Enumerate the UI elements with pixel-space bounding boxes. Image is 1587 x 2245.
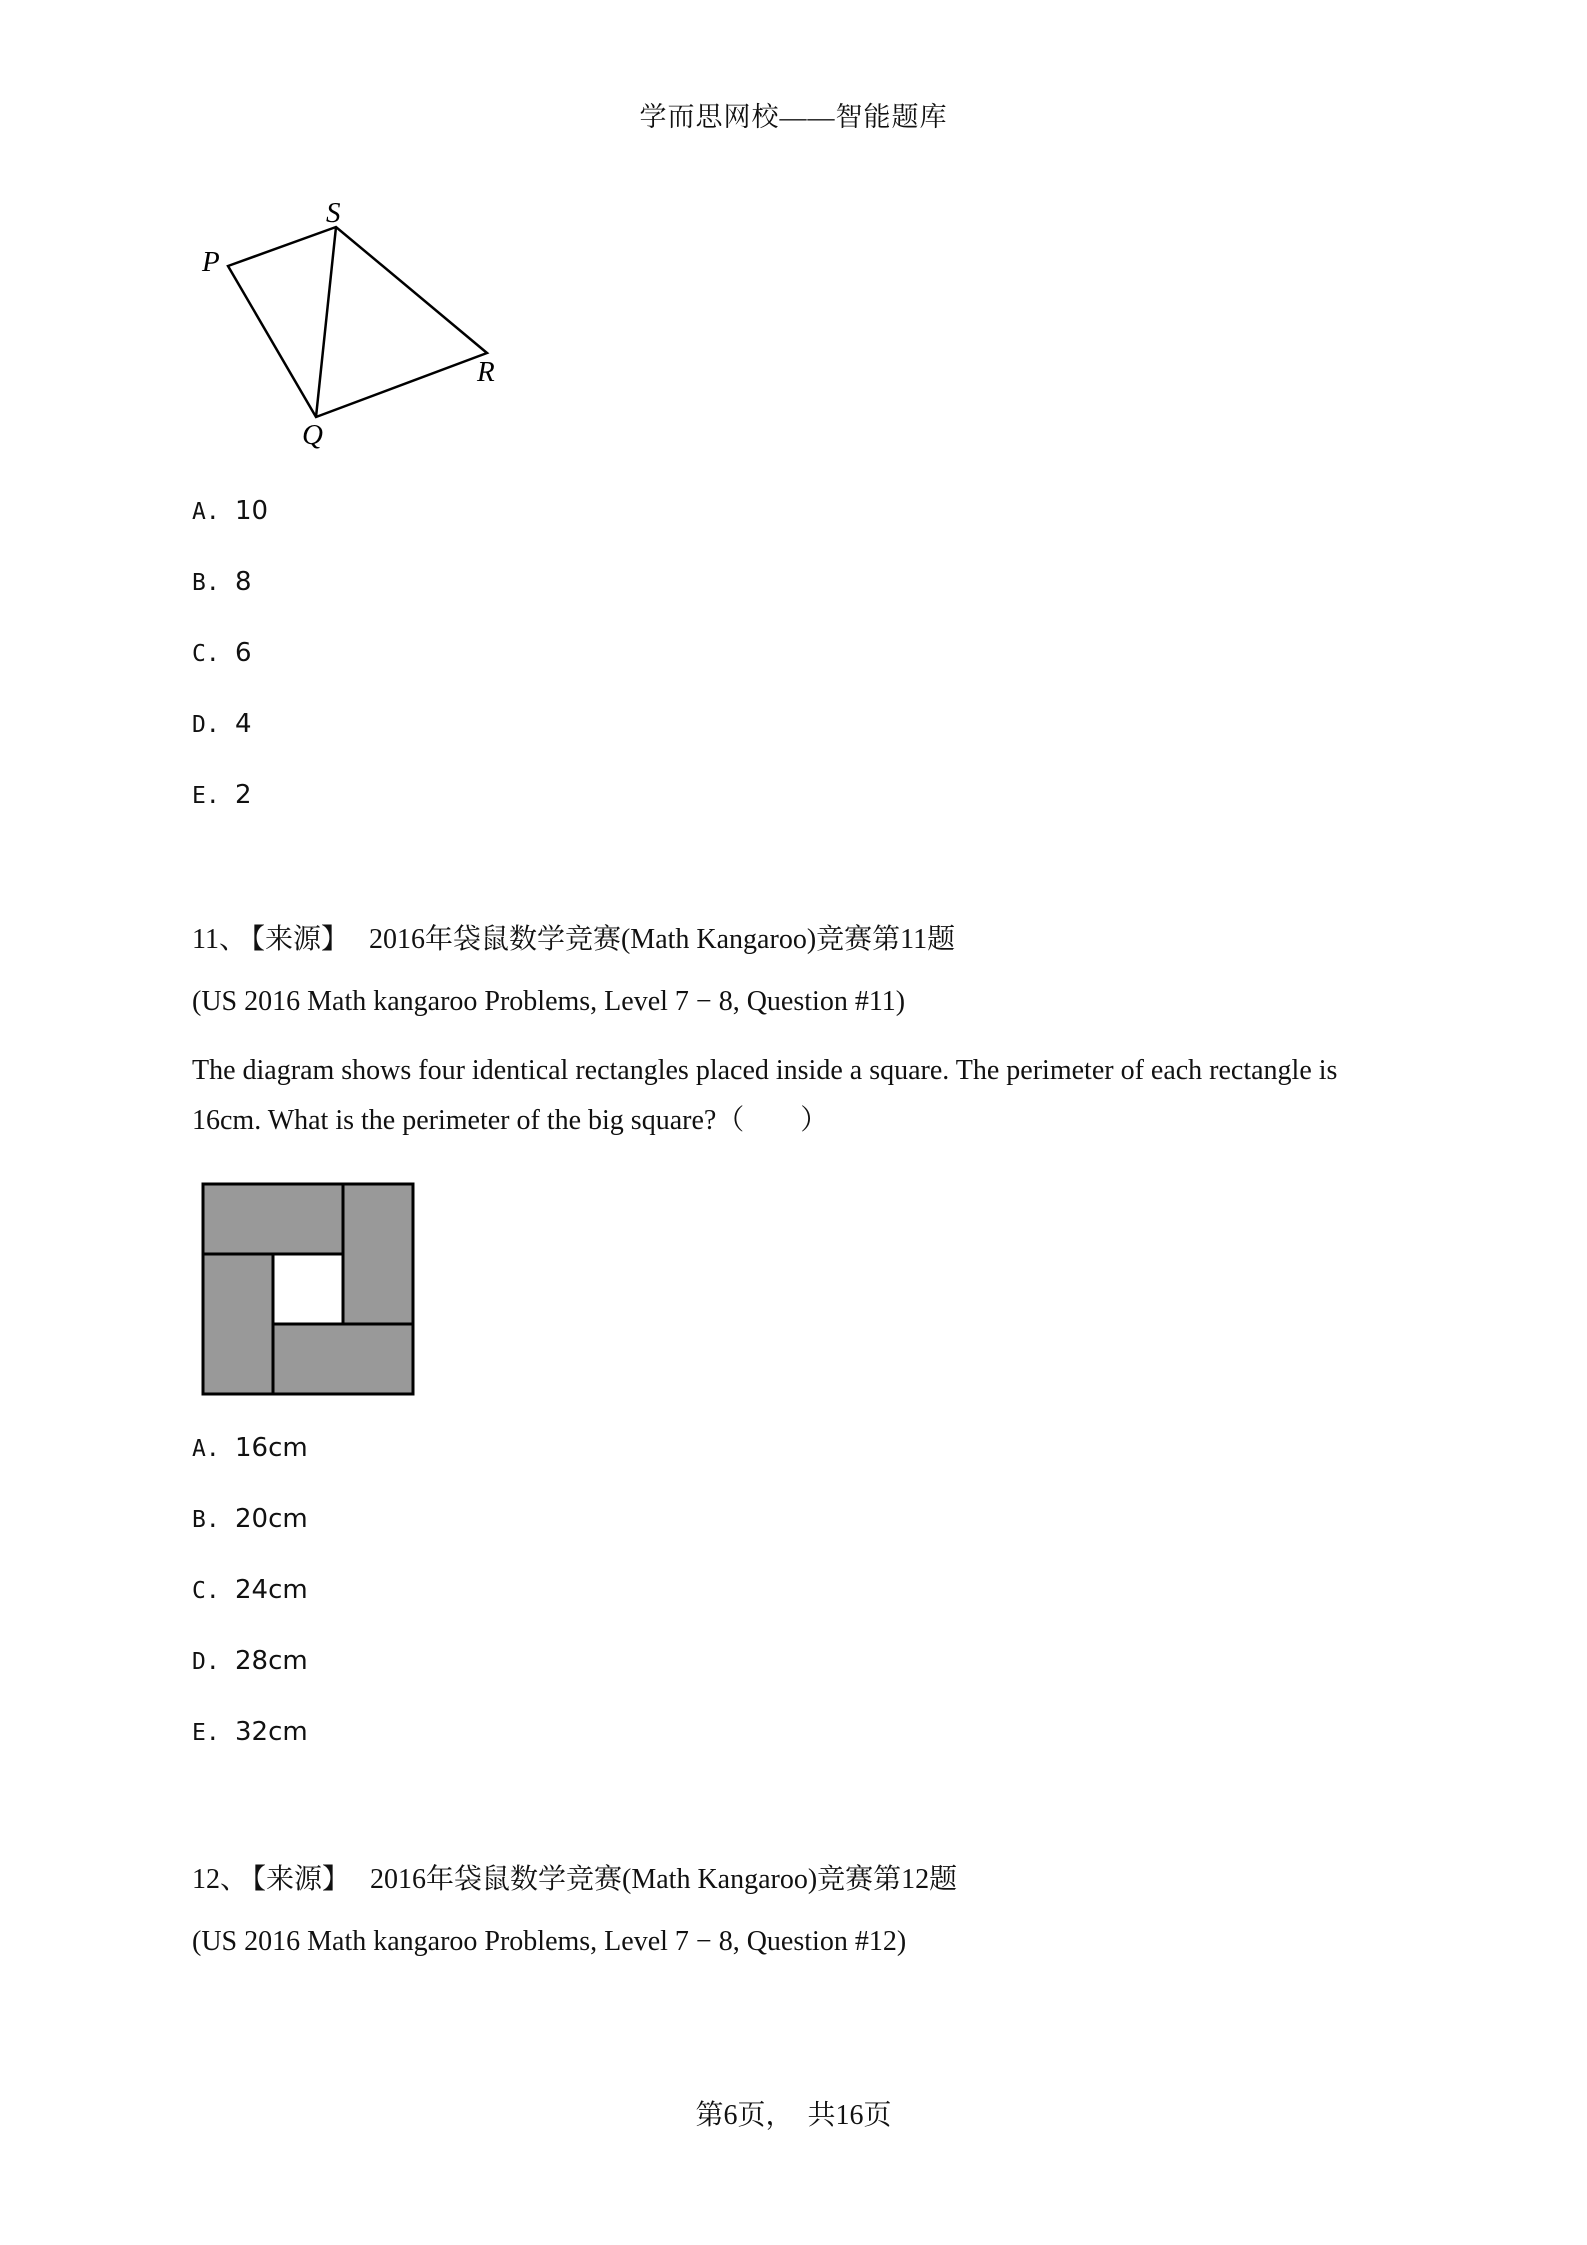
q11-subtitle: (US 2016 Math kangaroo Problems, Level 7 − 8, Question #11)	[192, 986, 906, 1017]
q11-option-b[interactable]	[192, 1504, 308, 1534]
vertex-label-s: S	[326, 197, 341, 229]
q11-option-c[interactable]	[192, 1575, 308, 1605]
option-letter: C.	[192, 1578, 220, 1604]
source-text: 2016年袋鼠数学竞赛(Math Kangaroo)竞赛第12题	[370, 1864, 958, 1895]
option-value: 6	[235, 638, 252, 668]
q11-option-a[interactable]	[192, 1433, 308, 1463]
option-letter: B.	[192, 570, 220, 596]
rectangles-square-figure	[200, 1181, 420, 1401]
option-letter: C.	[192, 641, 220, 667]
q11-option-d[interactable]	[192, 1646, 308, 1676]
vertex-label-p: P	[202, 246, 220, 278]
source-text: 2016年袋鼠数学竞赛(Math Kangaroo)竞赛第11题	[368, 924, 956, 955]
quadrilateral-outline	[228, 227, 487, 417]
q11-question-text: The diagram shows four identical rectangles placed inside a square. The perimeter of each rectangle is 16cm. What is the perimeter of the big square?（ ）	[192, 1055, 1338, 1136]
vertex-label-r: R	[477, 356, 495, 388]
option-value: 28cm	[235, 1646, 308, 1676]
option-value: 20cm	[235, 1504, 308, 1534]
option-letter: E.	[192, 783, 220, 809]
option-value: 4	[235, 709, 252, 739]
option-value: 10	[235, 496, 269, 526]
rectangle-left	[203, 1254, 273, 1394]
q10-option-c[interactable]	[192, 638, 252, 668]
option-letter: A.	[192, 1436, 220, 1462]
q10-option-a[interactable]	[192, 496, 268, 526]
page-footer: 第6页， 共16页	[695, 2100, 892, 2131]
q10-option-b[interactable]	[192, 567, 252, 597]
source-tag: 【来源】	[250, 924, 349, 955]
option-letter: D.	[192, 712, 220, 738]
question-number: 12、	[192, 1864, 249, 1895]
q11-option-e[interactable]	[192, 1717, 308, 1747]
q10-option-d[interactable]	[192, 709, 252, 739]
option-letter: E.	[192, 1720, 220, 1746]
q12-subtitle: (US 2016 Math kangaroo Problems, Level 7 − 8, Question #12)	[192, 1926, 907, 1957]
rectangle-right	[343, 1184, 413, 1324]
source-tag: 【来源】	[252, 1864, 351, 1895]
option-value: 8	[235, 567, 252, 597]
diagonal-sq	[316, 227, 336, 417]
rectangle-top	[203, 1184, 343, 1254]
option-value: 24cm	[235, 1575, 308, 1605]
q10-option-e[interactable]	[192, 780, 252, 810]
quadrilateral-figure	[190, 185, 530, 465]
page-header: 学而思网校——智能题库	[639, 102, 948, 132]
option-value: 16cm	[235, 1433, 308, 1463]
option-value: 32cm	[235, 1717, 308, 1747]
q12-source-line	[192, 1857, 957, 1897]
option-letter: D.	[192, 1649, 220, 1675]
rectangle-bottom	[273, 1324, 413, 1394]
option-letter: B.	[192, 1507, 220, 1533]
inner-square	[273, 1254, 343, 1324]
option-letter: A.	[192, 499, 220, 525]
vertex-label-q: Q	[302, 419, 323, 451]
option-value: 2	[235, 780, 252, 810]
question-number: 11、	[192, 924, 247, 955]
q11-source-line	[192, 917, 955, 957]
